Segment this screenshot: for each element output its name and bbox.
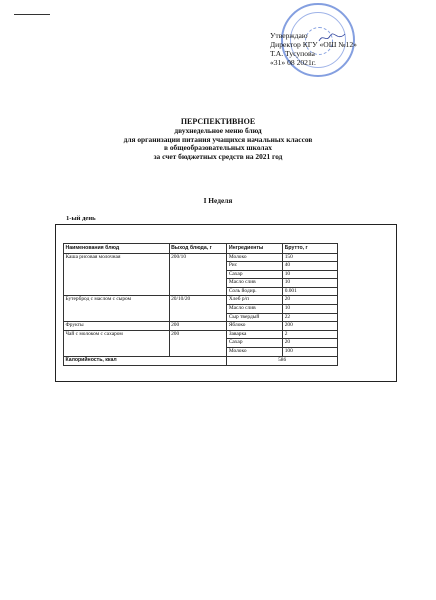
table-row (64, 253, 338, 262)
dish-output: 200/10 (169, 253, 227, 296)
approval-line: Т.А. Тусупова (270, 49, 315, 58)
ingredient-gross: 150 (283, 253, 338, 262)
calorie-row (64, 356, 338, 366)
column-header: Наименования блюд (64, 244, 170, 254)
ingredient-name: Масло слив (227, 279, 283, 288)
ingredient-gross: 100 (283, 348, 338, 357)
column-header: Брутто, г (283, 244, 338, 254)
header-rule (14, 14, 50, 15)
calorie-value: 586 (227, 356, 338, 366)
ingredient-name: Сыр твердый (227, 313, 283, 322)
ingredient-gross: 10 (283, 305, 338, 314)
approval-date: «31» 08 2021г. (270, 58, 316, 67)
day-heading: 1-ый день (66, 215, 96, 222)
ingredient-gross: 40 (283, 262, 338, 271)
title-line: для организации питания учащихся начальных классов (123, 134, 313, 144)
ingredient-gross: 20 (283, 339, 338, 348)
ingredient-gross: 0.001 (283, 287, 338, 296)
column-header: Ингредиенты (227, 244, 283, 254)
table-row (64, 322, 338, 331)
dish-name: Бутерброд с маслом с сыром (64, 296, 170, 322)
dish-output: 200 (169, 330, 227, 356)
ingredient-name: Молоко (227, 348, 283, 357)
ingredient-name: Молоко (227, 253, 283, 262)
ingredient-gross: 22 (283, 313, 338, 322)
ingredient-name: Заварка (227, 330, 283, 339)
dish-output: 200 (169, 322, 227, 331)
ingredient-gross: 20 (283, 296, 338, 305)
table-row (64, 330, 338, 339)
ingredient-gross: 10 (283, 279, 338, 288)
title-line: двухнедельное меню блюд (174, 125, 262, 135)
approval-block (270, 31, 357, 67)
ingredient-name: Соль йодир. (227, 287, 283, 296)
column-header: Выход блюда, г (169, 244, 227, 254)
title-line: за счет бюджетных средств на 2021 год (153, 152, 283, 162)
table-row (64, 296, 338, 305)
ingredient-name: Рис (227, 262, 283, 271)
dish-name: Каша рисовая молочная (64, 253, 170, 296)
dish-output: 20/10/20 (169, 296, 227, 322)
ingredient-name: Сахар (227, 270, 283, 279)
approval-line: Утверждаю (270, 31, 308, 40)
menu-table (63, 243, 338, 366)
ingredient-gross: 200 (283, 322, 338, 331)
calorie-label: Калорийность, ккал (64, 356, 227, 366)
ingredient-name: Яблоко (227, 322, 283, 331)
week-heading: I Неделя (203, 196, 233, 205)
approval-line: Директор КГУ «ОШ №12» (270, 40, 357, 49)
ingredient-name: Хлеб р/п (227, 296, 283, 305)
ingredient-gross: 10 (283, 270, 338, 279)
title-line: в общеобразовательных школах (164, 143, 272, 153)
document-title (0, 118, 436, 162)
ingredient-name: Масло слив (227, 305, 283, 314)
table-header-row (64, 244, 338, 254)
dish-name: Чай с молоком с сахаром (64, 330, 170, 356)
dish-name: Фрукты (64, 322, 170, 331)
ingredient-name: Сахар (227, 339, 283, 348)
ingredient-gross: 2 (283, 330, 338, 339)
title-line: ПЕРСПЕКТИВНОЕ (180, 117, 256, 126)
